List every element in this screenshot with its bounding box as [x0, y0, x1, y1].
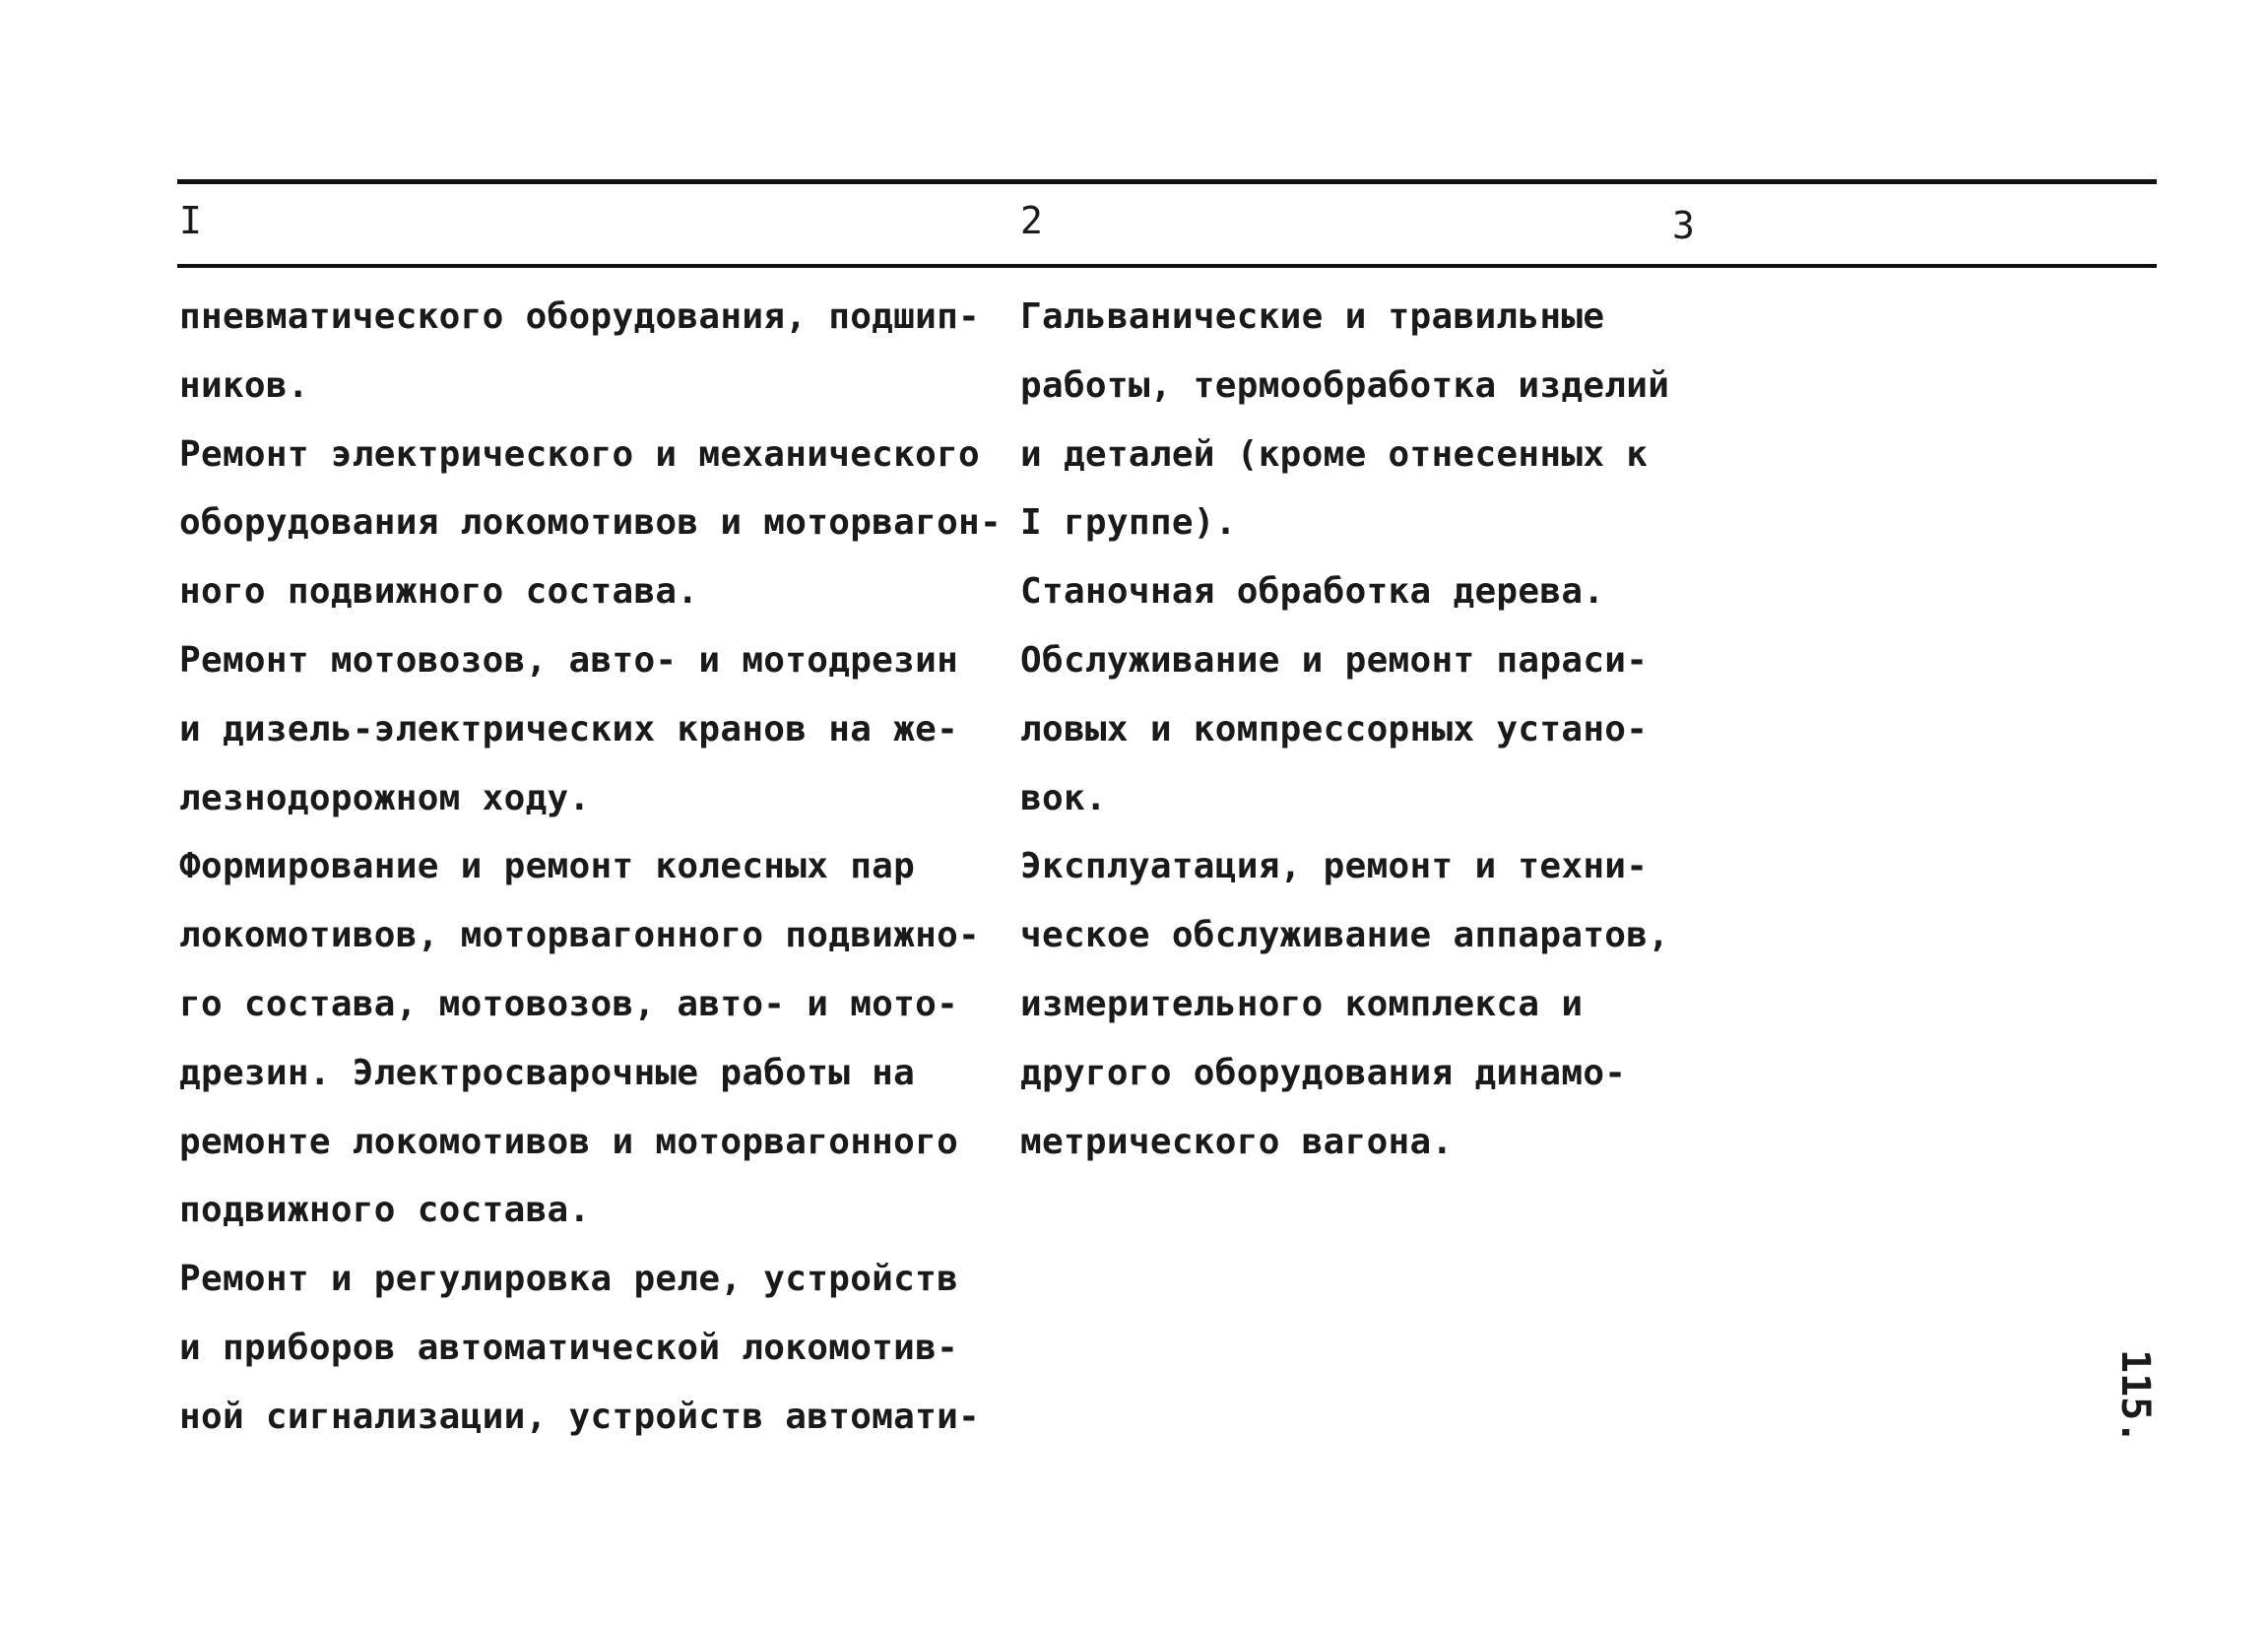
table-text-line: вок. [1020, 777, 1107, 818]
table-text-line: и приборов автоматической локомотив- [179, 1327, 959, 1368]
table-top-rule [177, 179, 2157, 184]
table-text-line: Гальванические и травильные [1020, 296, 1605, 337]
table-text-line: подвижного состава. [179, 1190, 591, 1231]
table-text-line: оборудования локомотивов и моторвагон- [179, 502, 1003, 544]
table-text-line: дрезин. Электросварочные работы на [179, 1052, 916, 1093]
table-text-line: Ремонт электрического и механического [179, 433, 981, 475]
table-text-line: ческое обслуживание аппаратов, [1020, 915, 1670, 956]
table-text-line: Ремонт и регулировка реле, устройств [179, 1259, 959, 1300]
table-text-line: Ремонт мотовозов, авто- и мотодрезин [179, 639, 959, 681]
table-text-line: I группе). [1020, 502, 1237, 544]
table-header-rule [177, 264, 2157, 268]
table-text-line: локомотивов, моторвагонного подвижно- [179, 915, 981, 956]
table-text-line: ловых и компрессорных устано- [1020, 708, 1649, 749]
table-text-line: ников. [179, 364, 309, 406]
table-text-line: метрического вагона. [1020, 1121, 1454, 1162]
table-text-line: го состава, мотовозов, авто- и мото- [179, 983, 959, 1024]
column-1-text [179, 283, 1002, 1452]
column-2-header: 2 [1020, 199, 1043, 242]
table-text-line: ного подвижного состава. [179, 571, 699, 613]
table-text-line: работы, термообработка изделий [1020, 364, 1670, 406]
table-text-line: и деталей (кроме отнесенных к [1020, 433, 1649, 475]
table-text-line: Обслуживание и ремонт параси- [1020, 639, 1649, 681]
column-1-header: I [179, 199, 202, 242]
table-text-line: Формирование и ремонт колесных пар [179, 846, 916, 887]
table-text-line: ной сигнализации, устройств автомати- [179, 1396, 981, 1437]
table-text-line: Станочная обработка дерева. [1020, 571, 1605, 613]
table-text-line: Эксплуатация, ремонт и техни- [1020, 846, 1649, 887]
table-text-line: измерительного комплекса и [1020, 983, 1584, 1024]
table-text-line: и дизель-электрических кранов на же- [179, 708, 959, 749]
table-text-line: лезнодорожном ходу. [179, 777, 591, 818]
column-2-text [1020, 283, 1669, 1176]
table-text-line: ремонте локомотивов и моторвагонного [179, 1121, 959, 1162]
table-text-line: другого оборудования динамо- [1020, 1052, 1627, 1093]
table-text-line: пневматического оборудования, подшип- [179, 296, 981, 337]
page-number: 115. [2112, 1349, 2158, 1445]
column-3-header: 3 [1672, 204, 1695, 247]
